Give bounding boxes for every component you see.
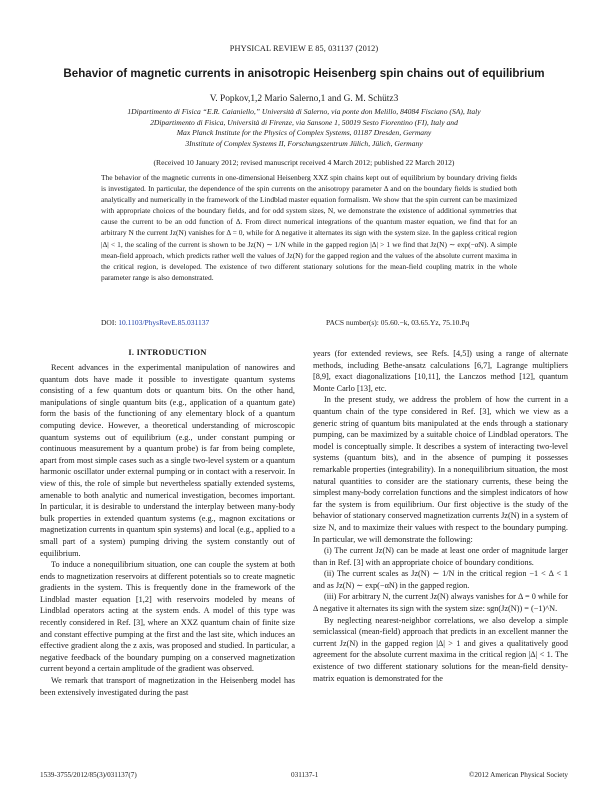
affiliation-3: 3Institute of Complex Systems II, Forschungszentrum Jülich, Jülich, Germany: [185, 139, 423, 148]
footer-page-number: 031137-1: [291, 771, 319, 779]
paragraph: By neglecting nearest-neighbor correlations, we also develop a simple semiclassical (mean-field) approach that predicts in an excellent manner the current Jz(N) in the gapped region |Δ| > 1 and gives a qualitatively good agreement for the absolute current maxima in the critical region |Δ| < 1. The existence of two different stationary solutions for the mean-field density-matrix equation is demonstrated for the: [313, 615, 568, 683]
doi-line: [101, 318, 209, 327]
footer-copyright: ©2012 American Physical Society: [468, 771, 568, 779]
paragraph: In the present study, we address the problem of how the current in a quantum chain of the type considered in Ref. [3], which we view as a generic string of quantum bits manipulated at the ends through a stationary pumping, can be maximized by a suitable choice of Lindblad operators. The model is conceptually simple. It describes a system of interacting two-level systems (quantum bits), and in the absence of pumping it possesses remarkable properties (integrability). In a nonequilibrium situation, the most natural quantities to consider are the stationary currents, these being the simplest many-body correlation functions and the simplest indicators of how far the system is from equilibrium. Our first objective is the study of the behavior of stationary conserved magnetization currents Jz(N) in a system of size N, and to maximize their values with respect to the boundary pumping. In particular, we will demonstrate the following:: [313, 395, 568, 544]
right-column: [313, 348, 568, 684]
paragraph: We remark that transport of magnetization in the Heisenberg model has been extensively investigated during the past: [40, 676, 295, 697]
affiliation-2-cont: Max Planck Institute for the Physics of Complex Systems, 01187 Dresden, Germany: [176, 128, 432, 137]
list-item: (ii) The current scales as Jz(N) ∼ 1/N in the critical region −1 < Δ < 1 and as Jz(N) ∼ exp(−αN) in the gapped region.: [313, 569, 568, 590]
section-heading: I. INTRODUCTION: [128, 348, 207, 357]
affiliation-1: 1Dipartimento di Fisica “E.R. Caianiello,” Università di Salerno, via ponte don Melillo, 84084 Fisciano (SA), Italy: [127, 107, 481, 116]
received-dates: (Received 10 January 2012; revised manuscript received 4 March 2012; published 22 March 2012): [153, 158, 455, 167]
abstract: The behavior of the magnetic currents in one-dimensional Heisenberg XXZ spin chains kept out of equilibrium by boundary driving fields is investigated. In particular, the dependence of the spin currents on the anisotropy parameter Δ and on the boundary fields is studied both analytically and numerically in the framework of the Lindblad master equation formalism. We show that the spin current can be maximized with appropriate choices of the boundary fields, and for odd system sizes, N, we demonstrate the existence of additional symmetries that cause the current to be an odd function of Δ. From direct numerical integrations of the quantum master equation, we find that for an arbitrary N the current Jz(N) vanishes for Δ = 0, while for Δ negative it alternates its sign with the system size. In the gapless critical region |Δ| < 1, the scaling of the current is shown to be Jz(N) ∼ 1/N while in the gapped region |Δ| > 1 we find that Jz(N) ∼ exp(−αN). A simple mean-field approach, which predicts rather well the values of Jz(N) for the gapped region and the values of the absolute current maxima in the critical region, is developed. The existence of two different stationary solutions for the mean-field coupling matrix in the whole parameter range is also demonstrated.: [101, 173, 517, 282]
author-list: V. Popkov,1,2 Mario Salerno,1 and G. M. Schütz3: [209, 94, 399, 104]
affiliation-2: 2Dipartimento di Fisica, Università di Firenze, via Sansone 1, 50019 Sesto Fiorentino (FI), Italy and: [150, 118, 458, 127]
list-item: (iii) For arbitrary N, the current Jz(N) always vanishes for Δ = 0 while for Δ negative it alternates its sign with the system size: sgn(Jz(N)) = (−1)^N.: [313, 592, 568, 614]
list-item: (i) The current Jz(N) can be made at least one order of magnitude larger than in Ref. [3] with an appropriate choice of boundary conditions.: [313, 546, 568, 567]
paragraph: Recent advances in the experimental manipulation of nanowires and quantum dots have made it possible to investigate quantum systems consisting of a few quantum dots or quantum bits. On the other hand, manipulations of single quantum bits (e.g., application of a quantum gate) form the basis of the functioning of any elementary block of a quantum computing device. However, a theoretical understanding of microscopic quantum systems out of equilibrium (e.g., under constant pumping or continuous measurement by a quantum probe) is far from being complete, apart from most simple cases such as a single two-level system or a quantum harmonic oscillator under external pumping or in contact with a reservoir. In view of this, the role of simple but nevertheless spatially extended systems, amenable to both analytic and numerical investigation, becomes important. In particular, it is desirable to understand the interplay between many-body bulk properties in extended quantum systems (e.g., magnon excitations or magnetization currents in quantum spin systems) and local (e.g., applied to a small part of a system) pumping driving the system constantly out of equilibrium.: [40, 363, 295, 558]
paper-title: Behavior of magnetic currents in anisotropic Heisenberg spin chains out of equilibrium: [63, 67, 545, 80]
running-head: PHYSICAL REVIEW E 85, 031137 (2012): [229, 44, 379, 53]
left-column: [40, 362, 295, 698]
footer-issn: 1539-3755/2012/85(3)/031137(7): [40, 771, 137, 779]
paragraph: years (for extended reviews, see Refs. [4,5]) using a range of alternate methods, including Bethe-ansatz calculations [6,7], Lagrange multipliers [8,9], exact diagonalizations [10,11], the Lanczos method [12], quantum Monte Carlo [13], etc.: [313, 349, 568, 393]
paragraph: To induce a nonequilibrium situation, one can couple the system at both ends to magnetization reservoirs at different potentials so to create magnetic gradients in the system. This is frequently done in the framework of the Lindblad master equation [1,2] with reservoirs modeled by means of Lindblad operators acting at the system ends. A model of this type was recently considered in Ref. [3], where an XXZ quantum chain of finite size and constant effective pumping at the first and the last site, which induces an effective gradient along the z axis, was proposed and studied. In particular, a negative feedback of the boundary pumping on a conserved magnetization current beyond a certain amplitude of the gradient was observed.: [40, 560, 295, 674]
doi-label: DOI:: [101, 318, 117, 327]
doi-link[interactable]: 10.1103/PhysRevE.85.031137: [118, 318, 210, 327]
pacs-numbers: PACS number(s): 05.60.−k, 03.65.Yz, 75.10.Pq: [326, 318, 470, 327]
